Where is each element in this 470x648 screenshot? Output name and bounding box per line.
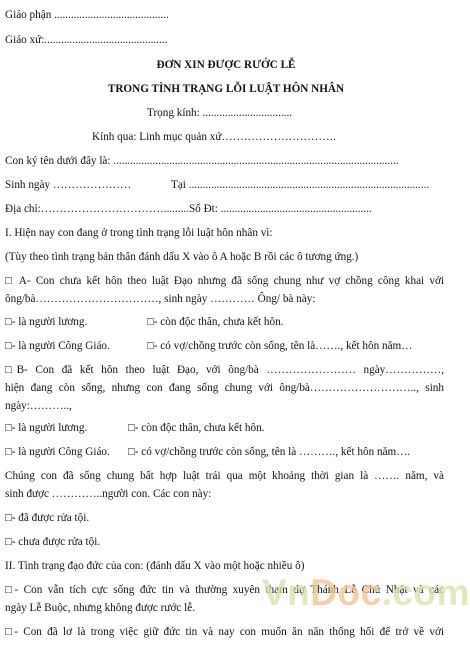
option-a-line2: ông/bà……………………………, sinh ngày ………… Ông/ bà này:	[5, 293, 316, 305]
checkbox-cong-giao-a: □- là người Công Giáo.	[5, 340, 110, 352]
option-b-line1: □B- Con đã kết hôn theo luật Đạo, với ông/bà …………………… ngày……………,	[5, 364, 444, 376]
section2-heading: II. Tình trạng đạo đức của con: (đánh dấu X vào một hoặc nhiều ô)	[5, 560, 305, 572]
trong-kinh-line: Trọng kính: ................................	[147, 107, 293, 119]
checkbox-chua-rua-toi: □- chưa được rửa tội.	[5, 536, 101, 548]
option-b-line3: ngày:………..,	[5, 400, 72, 412]
section1-note: (Tùy theo tình trạng bản thân đánh dấu X vào ô A hoặc B rồi các ô tương ứng.)	[5, 251, 359, 263]
section1-heading: I. Hiện nay con đang ở trong tình trạng lỗi luật hôn nhân vì:	[5, 227, 273, 239]
option-a-row2	[5, 339, 444, 353]
checkbox-vo-chong-truoc-b: □- có vợ/chồng trước còn sống, tên là ………., kết hôn năm….	[128, 446, 411, 458]
watermark-part-vn: Vn	[262, 572, 311, 613]
document-subtitle: TRONG TÌNH TRẠNG LỖI LUẬT HÔN NHÂN	[107, 83, 345, 95]
document-title: ĐƠN XIN ĐƯỢC RƯỚC LỄ	[156, 59, 296, 71]
option-b-row1	[5, 421, 444, 435]
sinh-ngay-line	[5, 178, 444, 192]
chung-song-line2: sinh được …………..người con. Các con này:	[5, 488, 212, 500]
tai-field: Tại ......................................................................................	[171, 179, 430, 191]
section2-p2-line1: □- Con đã lơ là trong việc giữ đức tin và nay con muốn ăn năn thống hối để trở về với	[5, 626, 444, 638]
checkbox-vo-chong-truoc-a: □- có vợ/chồng trước còn sống, tên là……., kết hôn năm…	[147, 340, 413, 352]
checkbox-doc-than-a: □- còn độc thân, chưa kết hôn.	[147, 316, 284, 328]
chung-song-line1: Chúng con đã sống chung bất hợp luật trái qua một khoảng thời gian là ……. năm, và	[5, 470, 444, 482]
section2-p1-line1: □- Con vẫn tích cực sống đức tin và thường xuyên tham dự Thánh Lễ Chủ Nhật và các	[5, 584, 444, 596]
option-b-row2	[5, 445, 444, 459]
option-b-line2: hiện đang còn sống, nhưng con đang sống chung với ông/bà……………………….., sinh	[5, 382, 444, 394]
giao-xu-line: Giáo xứ:............................................	[5, 34, 168, 46]
checkbox-nguoi-luong-b: □- là người lương.	[5, 422, 88, 434]
ky-ten-line: Con ký tên dưới đây là: ......................................................................................................	[5, 155, 399, 167]
option-a-line1: □ A- Con chưa kết hôn theo luật Đạo nhưng đã sống chung như vợ chồng công khai với	[5, 275, 444, 287]
dia-chi-line: Địa chỉ:…………………………….........Số Đt: ......................................................	[5, 203, 372, 215]
checkbox-nguoi-luong-a: □- là người lương.	[5, 316, 88, 328]
watermark-part-com: .com	[381, 572, 470, 613]
kinh-qua-line: Kính qua: Linh mục quản xứ………………………….	[92, 131, 337, 143]
checkbox-doc-than-b: □- còn độc thân, chưa kết hôn.	[128, 422, 265, 434]
giao-phan-line: Giáo phận .........................................	[5, 9, 169, 21]
checkbox-cong-giao-b: □- là người Công Giáo.	[5, 446, 110, 458]
watermark-part-doc: Doc	[310, 572, 382, 613]
checkbox-da-rua-toi: □- đã được rửa tội.	[5, 512, 90, 524]
section2-p1-line2: ngày Lễ Buộc, nhưng không được rước lễ.	[5, 602, 196, 614]
sinh-ngay-field: Sinh ngày …………………	[5, 179, 132, 191]
vndoc-watermark	[262, 574, 470, 611]
option-a-row1	[5, 315, 444, 329]
